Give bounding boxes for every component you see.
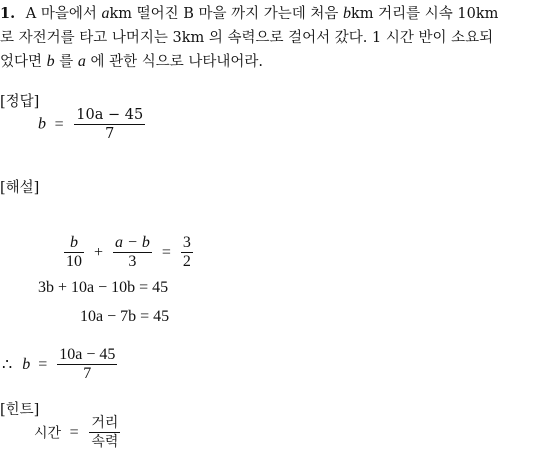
solution-row-1 [62, 234, 195, 271]
fraction-denominator: 7 [105, 126, 115, 142]
result-fraction [57, 346, 117, 383]
fraction-b-over-10 [64, 234, 84, 271]
fraction-denominator: 10 [66, 253, 82, 270]
fraction-denominator: 2 [182, 253, 191, 270]
answer-lhs: b [38, 115, 46, 133]
problem-line-1 [0, 2, 498, 23]
problem-number: 1. [0, 5, 16, 22]
solution-row-3: 10a − 7b = 45 [80, 308, 170, 325]
fraction-numerator: a − b [115, 234, 150, 251]
equals-sign: = [69, 423, 79, 441]
fraction-numerator: 거리 [91, 415, 119, 431]
answer-equation [38, 106, 147, 143]
problem-text: A 마을에서 [25, 6, 102, 22]
fraction-numerator: 10a − 45 [59, 346, 116, 363]
therefore-symbol: ∴ [2, 356, 13, 374]
plus-sign: + [94, 243, 104, 261]
problem-text: 에 관한 식으로 나타내어라. [85, 54, 263, 70]
hint-lhs: 시간 [34, 425, 62, 442]
problem-line-2: 로 자전거를 타고 나머지는 3km 의 속력으로 걸어서 갔다. 1 시간 반이 소요되 [0, 30, 494, 46]
equals-sign: = [38, 355, 48, 373]
fraction-numerator: b [70, 234, 78, 251]
problem-text: 었다면 [0, 54, 47, 70]
fraction-denominator: 3 [128, 253, 137, 270]
fraction-a-minus-b-over-3 [113, 234, 152, 271]
var-b: b [46, 53, 55, 70]
answer-label: [정답] [0, 94, 40, 110]
fraction-numerator: 3 [182, 234, 191, 251]
fraction-denominator: 속력 [91, 434, 119, 450]
var-a: a [101, 5, 110, 22]
var-a: a [77, 53, 86, 70]
problem-text: km 떨어진 B 마을 까지 가는데 처음 [109, 6, 344, 22]
hint-equation [34, 414, 122, 451]
result-lhs: b [22, 355, 31, 373]
equals-sign: = [54, 115, 64, 133]
var-b: b [343, 5, 352, 22]
answer-fraction [74, 106, 145, 143]
solution-row-2: 3b + 10a − 10b = 45 [38, 279, 169, 296]
solution-label: [해설] [0, 180, 40, 196]
hint-label: [힌트] [0, 402, 40, 418]
equals-sign: = [161, 243, 171, 261]
fraction-3-over-2 [181, 234, 193, 271]
fraction-denominator: 7 [83, 365, 92, 382]
fraction-numerator: 10a − 45 [76, 107, 144, 123]
hint-fraction [89, 414, 120, 451]
problem-text: km 거리를 시속 10km [351, 6, 499, 22]
solution-result [2, 346, 119, 383]
problem-line-3 [0, 50, 263, 71]
problem-text: 를 [54, 54, 78, 70]
